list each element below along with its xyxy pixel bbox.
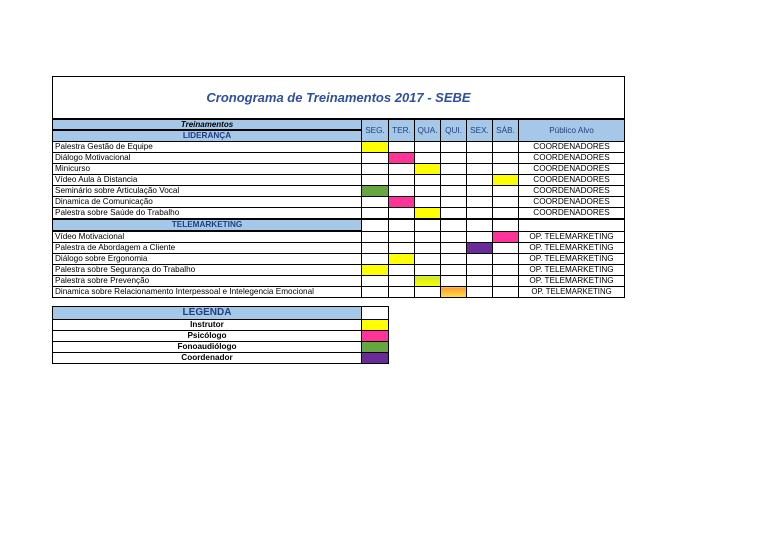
day-cell bbox=[389, 254, 415, 265]
legend-table bbox=[52, 306, 389, 364]
legend-title-cell bbox=[362, 307, 389, 320]
day-cell bbox=[493, 175, 519, 186]
day-cell bbox=[362, 254, 389, 265]
publico-cell: OP. TELEMARKETING bbox=[519, 254, 625, 265]
day-cell bbox=[493, 287, 519, 298]
table-row bbox=[53, 287, 625, 298]
day-cell bbox=[389, 243, 415, 254]
table-row bbox=[53, 175, 625, 186]
day-cell bbox=[441, 197, 467, 208]
legend-label: Instrutor bbox=[53, 320, 362, 331]
legend-title: LEGENDA bbox=[53, 307, 362, 320]
table-row bbox=[53, 186, 625, 197]
day-cell bbox=[362, 142, 389, 153]
table-row bbox=[53, 164, 625, 175]
day-cell bbox=[441, 175, 467, 186]
publico-header: Público Alvo bbox=[519, 120, 625, 142]
day-cell bbox=[493, 231, 519, 243]
publico-cell: COORDENADORES bbox=[519, 208, 625, 220]
training-name: Vídeo Aula à Distancia bbox=[53, 175, 362, 186]
day-cell bbox=[362, 219, 389, 231]
publico-cell: COORDENADORES bbox=[519, 186, 625, 197]
day-cell bbox=[415, 175, 441, 186]
day-cell bbox=[415, 243, 441, 254]
day-cell bbox=[493, 208, 519, 220]
day-cell bbox=[493, 219, 519, 231]
legend-swatch bbox=[362, 331, 389, 342]
day-cell bbox=[467, 219, 493, 231]
day-cell bbox=[415, 231, 441, 243]
table-row bbox=[53, 153, 625, 164]
day-cell bbox=[467, 208, 493, 220]
training-name: Diálogo sobre Ergonomia bbox=[53, 254, 362, 265]
day-cell bbox=[389, 153, 415, 164]
legend-label: Fonoaudiólogo bbox=[53, 342, 362, 353]
day-cell bbox=[493, 243, 519, 254]
day-cell bbox=[493, 197, 519, 208]
treinamentos-header bbox=[53, 120, 362, 142]
day-cell bbox=[441, 254, 467, 265]
section-row bbox=[53, 219, 625, 231]
day-cell bbox=[389, 231, 415, 243]
day-cell bbox=[362, 276, 389, 287]
day-cell bbox=[441, 186, 467, 197]
day-header-seg: SEG. bbox=[362, 120, 389, 142]
day-cell bbox=[441, 219, 467, 231]
day-cell bbox=[441, 243, 467, 254]
training-name: Palestra sobre Segurança do Trabalho bbox=[53, 265, 362, 276]
publico-cell: COORDENADORES bbox=[519, 175, 625, 186]
training-name: Palestra sobre Saúde do Trabalho bbox=[53, 208, 362, 220]
training-name: Minicurso bbox=[53, 164, 362, 175]
day-cell bbox=[415, 219, 441, 231]
day-cell bbox=[467, 265, 493, 276]
legend-swatch bbox=[362, 353, 389, 364]
header-row bbox=[53, 120, 625, 142]
table-row bbox=[53, 254, 625, 265]
training-name: Dinamica sobre Relacionamento Interpessoal e Intelegencia Emocional bbox=[53, 287, 362, 298]
table-row bbox=[53, 243, 625, 254]
day-cell bbox=[389, 208, 415, 220]
day-cell bbox=[362, 186, 389, 197]
day-cell bbox=[441, 208, 467, 220]
table-row bbox=[53, 208, 625, 220]
legend-swatch bbox=[362, 320, 389, 331]
day-header-ter: TER. bbox=[389, 120, 415, 142]
table-row bbox=[53, 197, 625, 208]
page-title: Cronograma de Treinamentos 2017 - SEBE bbox=[206, 90, 471, 105]
training-name: Vídeo Motivacional bbox=[53, 231, 362, 243]
table-row bbox=[53, 276, 625, 287]
day-cell bbox=[493, 164, 519, 175]
day-cell bbox=[467, 142, 493, 153]
day-cell bbox=[441, 265, 467, 276]
training-name: Palestra de Abordagem a Cliente bbox=[53, 243, 362, 254]
day-cell bbox=[493, 254, 519, 265]
training-name: Diálogo Motivacional bbox=[53, 153, 362, 164]
day-cell bbox=[441, 164, 467, 175]
day-cell bbox=[389, 287, 415, 298]
day-cell bbox=[467, 164, 493, 175]
day-cell bbox=[362, 208, 389, 220]
day-cell bbox=[389, 197, 415, 208]
day-cell bbox=[389, 142, 415, 153]
day-cell bbox=[493, 276, 519, 287]
publico-cell: OP. TELEMARKETING bbox=[519, 231, 625, 243]
publico-cell: COORDENADORES bbox=[519, 153, 625, 164]
training-name: Palestra Gestão de Equipe bbox=[53, 142, 362, 153]
legend-label: Psicólogo bbox=[53, 331, 362, 342]
publico-cell: OP. TELEMARKETING bbox=[519, 265, 625, 276]
day-cell bbox=[467, 287, 493, 298]
day-cell bbox=[467, 197, 493, 208]
publico-cell: COORDENADORES bbox=[519, 197, 625, 208]
telemarketing-section-label: TELEMARKETING bbox=[53, 219, 362, 231]
legend-swatch bbox=[362, 342, 389, 353]
schedule-table bbox=[52, 119, 625, 298]
training-name: Palestra sobre Prevenção bbox=[53, 276, 362, 287]
day-cell bbox=[467, 153, 493, 164]
day-cell bbox=[362, 265, 389, 276]
publico-cell: COORDENADORES bbox=[519, 164, 625, 175]
table-row bbox=[53, 265, 625, 276]
day-cell bbox=[415, 153, 441, 164]
day-cell bbox=[389, 186, 415, 197]
legend-label: Coordenador bbox=[53, 353, 362, 364]
publico-cell: OP. TELEMARKETING bbox=[519, 287, 625, 298]
publico-cell: OP. TELEMARKETING bbox=[519, 276, 625, 287]
day-cell bbox=[441, 153, 467, 164]
day-cell bbox=[467, 175, 493, 186]
day-cell bbox=[389, 265, 415, 276]
day-cell bbox=[415, 142, 441, 153]
day-cell bbox=[467, 186, 493, 197]
day-cell bbox=[389, 164, 415, 175]
publico-cell: COORDENADORES bbox=[519, 142, 625, 153]
day-header-sex: SEX. bbox=[467, 120, 493, 142]
day-cell bbox=[362, 153, 389, 164]
day-cell bbox=[493, 153, 519, 164]
day-cell bbox=[362, 175, 389, 186]
day-cell bbox=[362, 287, 389, 298]
day-cell bbox=[415, 287, 441, 298]
day-cell bbox=[441, 287, 467, 298]
day-cell bbox=[415, 186, 441, 197]
publico-cell bbox=[519, 219, 625, 231]
day-header-qui: QUI. bbox=[441, 120, 467, 142]
day-cell bbox=[389, 219, 415, 231]
day-cell bbox=[415, 276, 441, 287]
day-cell bbox=[389, 175, 415, 186]
day-cell bbox=[467, 243, 493, 254]
training-name: Dinamica de Comunicação bbox=[53, 197, 362, 208]
table-row bbox=[53, 231, 625, 243]
table-row bbox=[53, 142, 625, 153]
day-cell bbox=[362, 164, 389, 175]
day-cell bbox=[415, 265, 441, 276]
day-cell bbox=[415, 164, 441, 175]
day-cell bbox=[493, 186, 519, 197]
day-cell bbox=[467, 276, 493, 287]
publico-cell: OP. TELEMARKETING bbox=[519, 243, 625, 254]
day-cell bbox=[389, 276, 415, 287]
treinamentos-label: Treinamentos bbox=[53, 120, 361, 131]
day-cell bbox=[493, 265, 519, 276]
day-cell bbox=[415, 197, 441, 208]
title-box bbox=[52, 76, 625, 119]
day-cell bbox=[362, 231, 389, 243]
schedule-sheet bbox=[52, 76, 625, 365]
day-cell bbox=[493, 142, 519, 153]
day-cell bbox=[415, 208, 441, 220]
day-cell bbox=[467, 231, 493, 243]
day-cell bbox=[441, 142, 467, 153]
day-cell bbox=[441, 276, 467, 287]
day-header-sab: SÁB. bbox=[493, 120, 519, 142]
lideranca-label: LIDERANÇA bbox=[182, 131, 232, 140]
day-cell bbox=[362, 243, 389, 254]
day-header-qua: QUA. bbox=[415, 120, 441, 142]
day-cell bbox=[415, 254, 441, 265]
day-cell bbox=[441, 231, 467, 243]
day-cell bbox=[362, 197, 389, 208]
day-cell bbox=[467, 254, 493, 265]
training-name: Seminário sobre Articulação Vocal bbox=[53, 186, 362, 197]
